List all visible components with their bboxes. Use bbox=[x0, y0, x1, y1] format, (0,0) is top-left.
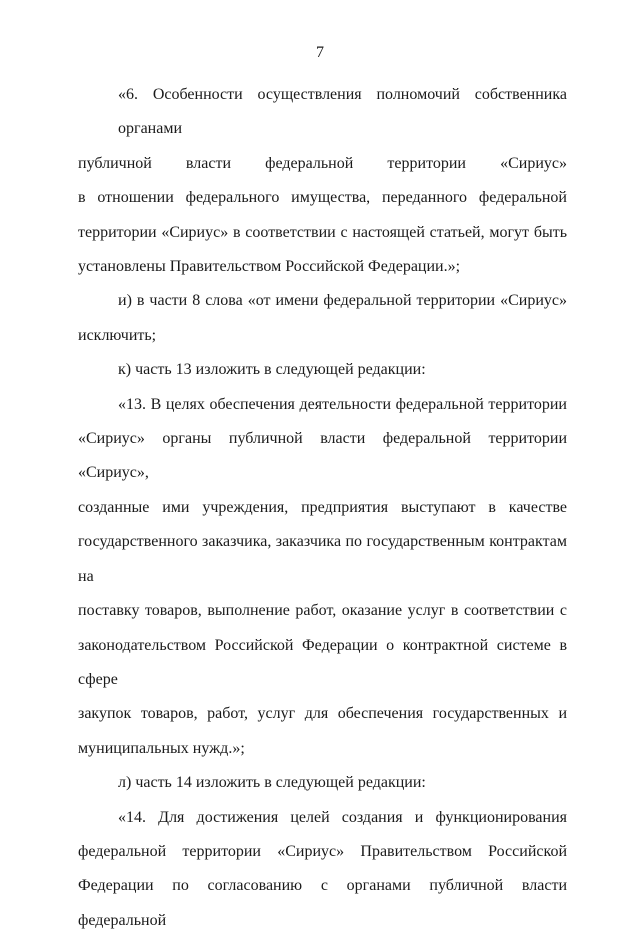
text-line: «13. В целях обеспечения деятельности федеральной территории bbox=[118, 395, 567, 413]
text-line: Федерации по согласованию с органами публичной власти федеральной bbox=[78, 877, 567, 929]
paragraph-item-l bbox=[78, 766, 567, 800]
text-line: поставку товаров, выполнение работ, оказание услуг в соответствии с bbox=[78, 602, 567, 620]
text-line: публичной власти федеральной территории «Сириус» bbox=[78, 154, 567, 172]
paragraph-section-14 bbox=[78, 801, 567, 938]
page-number: 7 bbox=[316, 44, 324, 61]
text-line: в отношении федерального имущества, переданного федеральной bbox=[78, 189, 567, 207]
document-body bbox=[78, 78, 567, 938]
text-line: государственного заказчика, заказчика по государственным контрактам на bbox=[78, 533, 567, 585]
text-line: муниципальных нужд.»; bbox=[78, 739, 245, 757]
text-line: федеральной территории «Сириус» Правительством Российской bbox=[78, 842, 567, 860]
paragraph-section-13 bbox=[78, 388, 567, 766]
text-line: закупок товаров, работ, услуг для обеспечения государственных и bbox=[78, 705, 567, 723]
paragraph-item-k bbox=[78, 353, 567, 387]
paragraph-section-6 bbox=[78, 78, 567, 284]
text-line: л) часть 14 изложить в следующей редакции: bbox=[118, 774, 426, 792]
paragraph-item-i bbox=[78, 284, 567, 353]
text-line: созданные ими учреждения, предприятия выступают в качестве bbox=[78, 498, 567, 516]
text-line: законодательством Российской Федерации о контрактной системе в сфере bbox=[78, 636, 567, 688]
text-line: исключить; bbox=[78, 326, 157, 344]
text-line: и) в части 8 слова «от имени федеральной территории «Сириус» bbox=[118, 292, 567, 310]
text-line: установлены Правительством Российской Федерации.»; bbox=[78, 258, 461, 276]
text-line: «14. Для достижения целей создания и функционирования bbox=[118, 808, 567, 826]
text-line: территории «Сириус» в соответствии с настоящей статьей, могут быть bbox=[78, 223, 567, 241]
text-line: «6. Особенности осуществления полномочий собственника органами bbox=[118, 86, 567, 138]
text-line: к) часть 13 изложить в следующей редакции: bbox=[118, 361, 426, 379]
text-line: «Сириус» органы публичной власти федеральной территории «Сириус», bbox=[78, 430, 567, 482]
